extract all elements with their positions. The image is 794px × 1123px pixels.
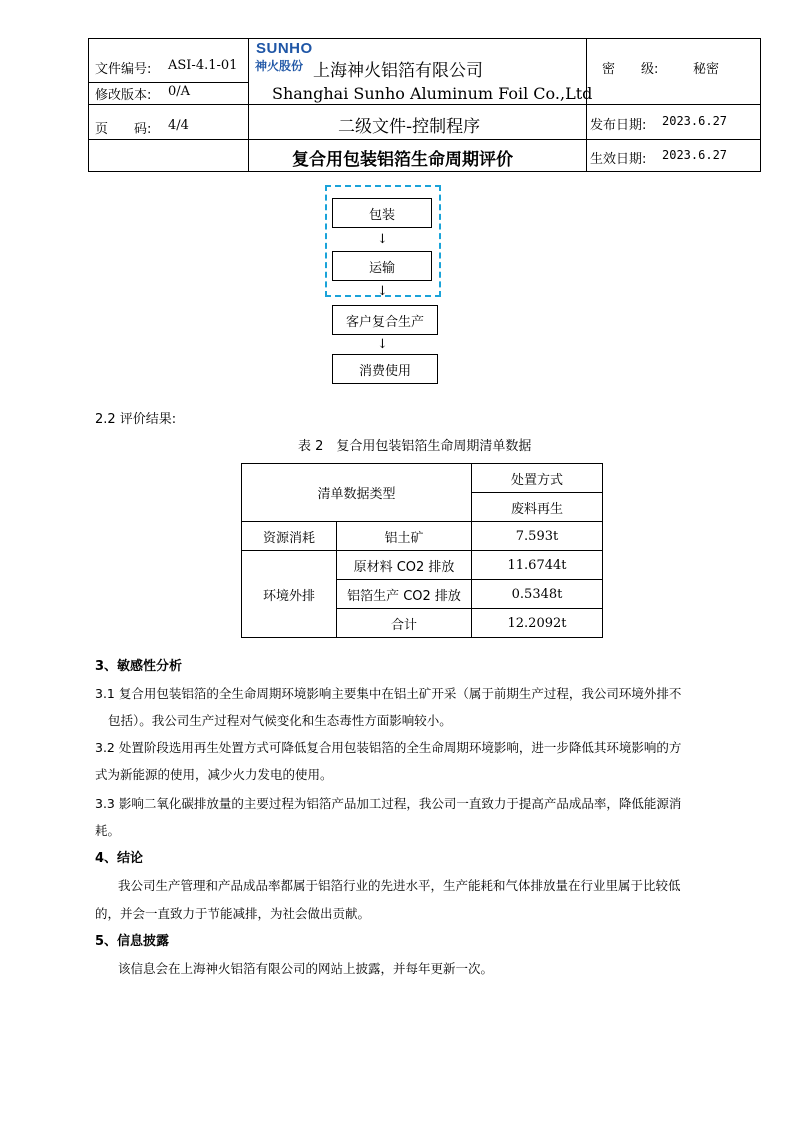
- release-label: 发布日期:: [590, 118, 647, 133]
- row-item: 铝土矿: [337, 522, 472, 551]
- doc-no: ASI-4.1-01: [168, 58, 238, 73]
- secret-value: 秘密: [693, 62, 720, 77]
- row-item: 合计: [337, 609, 472, 638]
- flow-step-use: 消费使用: [332, 354, 438, 384]
- inventory-table: [241, 463, 603, 638]
- logo-en: SUNHO: [256, 40, 313, 57]
- effective-label: 生效日期:: [590, 152, 647, 167]
- page-label: 页 码:: [95, 122, 152, 137]
- company-name-cn: 上海神火铝箔有限公司: [313, 61, 483, 81]
- sec5-p1: 该信息会在上海神火铝箔有限公司的网站上披露，并每年更新一次。: [118, 961, 494, 976]
- sec3-p3a: 3.3 影响二氧化碳排放量的主要过程为铝箔产品加工过程，我公司一直致力于提高产品成品率，降低能源消: [95, 796, 682, 811]
- cat-env: 环境外排: [242, 551, 337, 638]
- sec3-p1b: 包括）。我公司生产过程对气候变化和生态毒性方面影响较小。: [108, 713, 452, 728]
- cat-resource: 资源消耗: [242, 522, 337, 551]
- table-caption: 表 2 复合用包装铝箔生命周期清单数据: [298, 439, 532, 454]
- sec3-p1a: 3.1 复合用包装铝箔的全生命周期环境影响主要集中在铝土矿开采（属于前期生产过程，我公司环境外排不: [95, 686, 682, 701]
- doc-no-label: 文件编号:: [95, 62, 152, 77]
- doc-level: 二级文件-控制程序: [338, 117, 481, 137]
- flow-arrow: ↓: [377, 337, 388, 352]
- flow-step-transport: 运输: [332, 251, 432, 281]
- flow-step-packaging: 包装: [332, 198, 432, 228]
- row-item: 铝箔生产 CO2 排放: [337, 580, 472, 609]
- page-number: 4/4: [168, 118, 189, 133]
- section-2-2: 2.2 评价结果:: [95, 412, 177, 427]
- effective-date: 2023.6.27: [662, 148, 728, 162]
- header-type: 清单数据类型: [242, 464, 472, 522]
- secret-label: 密 级:: [602, 62, 659, 77]
- header-method: 处置方式: [472, 464, 603, 493]
- flow-arrow: ↓: [377, 232, 388, 247]
- sec3-title: 3、敏感性分析: [95, 659, 183, 674]
- sec4-p1a: 我公司生产管理和产品成品率都属于铝箔行业的先进水平，生产能耗和气体排放量在行业里属于比较低: [118, 878, 681, 893]
- row-item: 原材料 CO2 排放: [337, 551, 472, 580]
- flow-arrow: ↓: [377, 284, 388, 299]
- sec4-p1b: 的，并会一直致力于节能减排，为社会做出贡献。: [95, 906, 371, 921]
- sec5-title: 5、信息披露: [95, 934, 170, 949]
- revision-label: 修改版本:: [95, 88, 152, 103]
- flow-step-customer: 客户复合生产: [332, 305, 438, 335]
- release-date: 2023.6.27: [662, 114, 728, 128]
- row-value: 11.6744t: [472, 551, 603, 580]
- logo-cn: 神火股份: [255, 59, 304, 73]
- sec3-p2b: 式为新能源的使用，减少火力发电的使用。: [95, 767, 333, 782]
- revision: 0/A: [168, 84, 191, 99]
- doc-title: 复合用包装铝箔生命周期评价: [292, 150, 513, 170]
- row-value: 0.5348t: [472, 580, 603, 609]
- row-value: 12.2092t: [472, 609, 603, 638]
- row-value: 7.593t: [472, 522, 603, 551]
- company-name-en: Shanghai Sunho Aluminum Foil Co.,Ltd: [272, 84, 593, 103]
- sec3-p3b: 耗。: [95, 823, 121, 838]
- sec4-title: 4、结论: [95, 851, 144, 866]
- header-sub: 废料再生: [472, 493, 603, 522]
- sec3-p2a: 3.2 处置阶段选用再生处置方式可降低复合用包装铝箔的全生命周期环境影响，进一步降低其环境影响的方: [95, 740, 682, 755]
